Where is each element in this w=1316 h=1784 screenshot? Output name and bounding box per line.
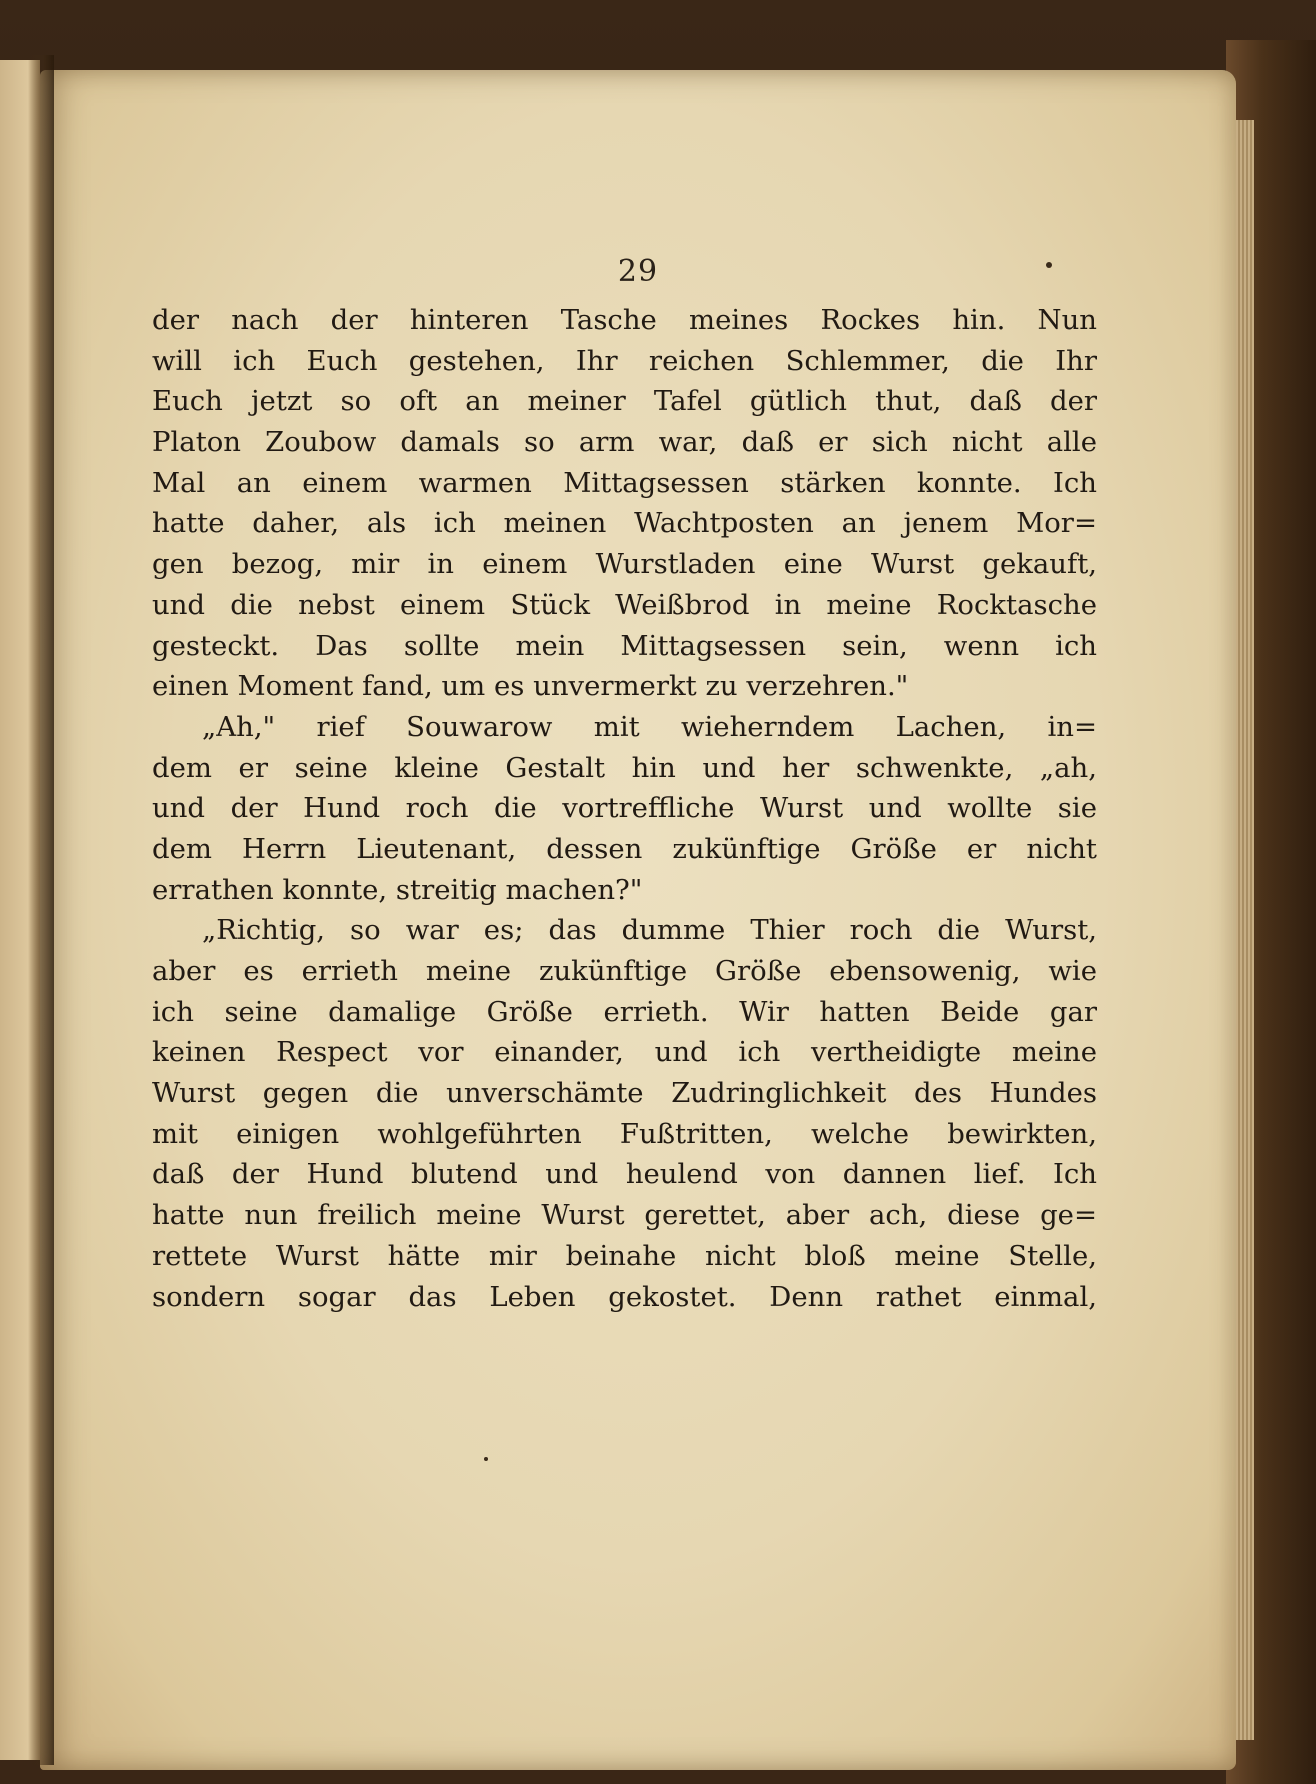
text-line: hatte daher, als ich meinen Wachtposten an jenem Mor= [152,507,1097,540]
text-line: sondern sogar das Leben gekostet. Denn rathet einmal, [152,1280,1097,1313]
text-line: mit einigen wohlgeführten Fußtritten, welche bewirkten, [152,1117,1097,1150]
page-speck [484,1457,488,1461]
text-line: Mal an einem warmen Mittagsessen stärken konnte. Ich [152,466,1097,499]
text-line: will ich Euch gestehen, Ihr reichen Schlemmer, die Ihr [152,344,1097,377]
text-line: errathen konnte, streitig machen?" [152,873,643,906]
book-page [40,70,1236,1770]
text-line: „Ah," rief Souwarow mit wieherndem Lachen, in= [202,710,1097,743]
text-line: rettete Wurst hätte mir beinahe nicht bloß meine Stelle, [152,1239,1097,1272]
text-line: und der Hund roch die vortreffliche Wurst und wollte sie [152,792,1097,825]
text-line: einen Moment fand, um es unvermerkt zu verzehren." [152,670,909,703]
text-line: keinen Respect vor einander, und ich vertheidigte meine [152,1036,1097,1069]
text-line: und die nebst einem Stück Weißbrod in meine Rocktasche [152,588,1097,621]
gutter-shadow [28,55,54,1765]
text-line: Wurst gegen die unverschämte Zudringlichkeit des Hundes [152,1077,1097,1110]
text-line: aber es errieth meine zukünftige Größe ebensowenig, wie [152,955,1097,987]
text-line: dem Herrn Lieutenant, dessen zukünftige Größe er nicht [152,832,1097,865]
page-speck [1046,262,1052,268]
text-line: „Richtig, so war es; das dumme Thier roch die Wurst, [202,914,1097,947]
text-line: ich seine damalige Größe errieth. Wir hatten Beide gar [152,995,1097,1028]
text-line: gesteckt. Das sollte mein Mittagsessen sein, wenn ich [152,629,1097,662]
text-line: Euch jetzt so oft an meiner Tafel gütlich thut, daß der [152,385,1097,418]
text-line: der nach der hinteren Tasche meines Rockes hin. Nun [152,304,1097,336]
text-line: gen bezog, mir in einem Wurstladen eine Wurst gekauft, [152,548,1097,581]
text-line: dem er seine kleine Gestalt hin und her schwenkte, „ah, [152,751,1097,784]
text-line: hatte nun freilich meine Wurst gerettet, aber ach, diese ge= [152,1199,1097,1232]
page-body-text [152,300,1097,1317]
text-line: daß der Hund blutend und heulend von dannen lief. Ich [152,1158,1097,1191]
page-number: 29 [617,254,659,289]
text-line: Platon Zoubow damals so arm war, daß er sich nicht alle [152,426,1097,459]
